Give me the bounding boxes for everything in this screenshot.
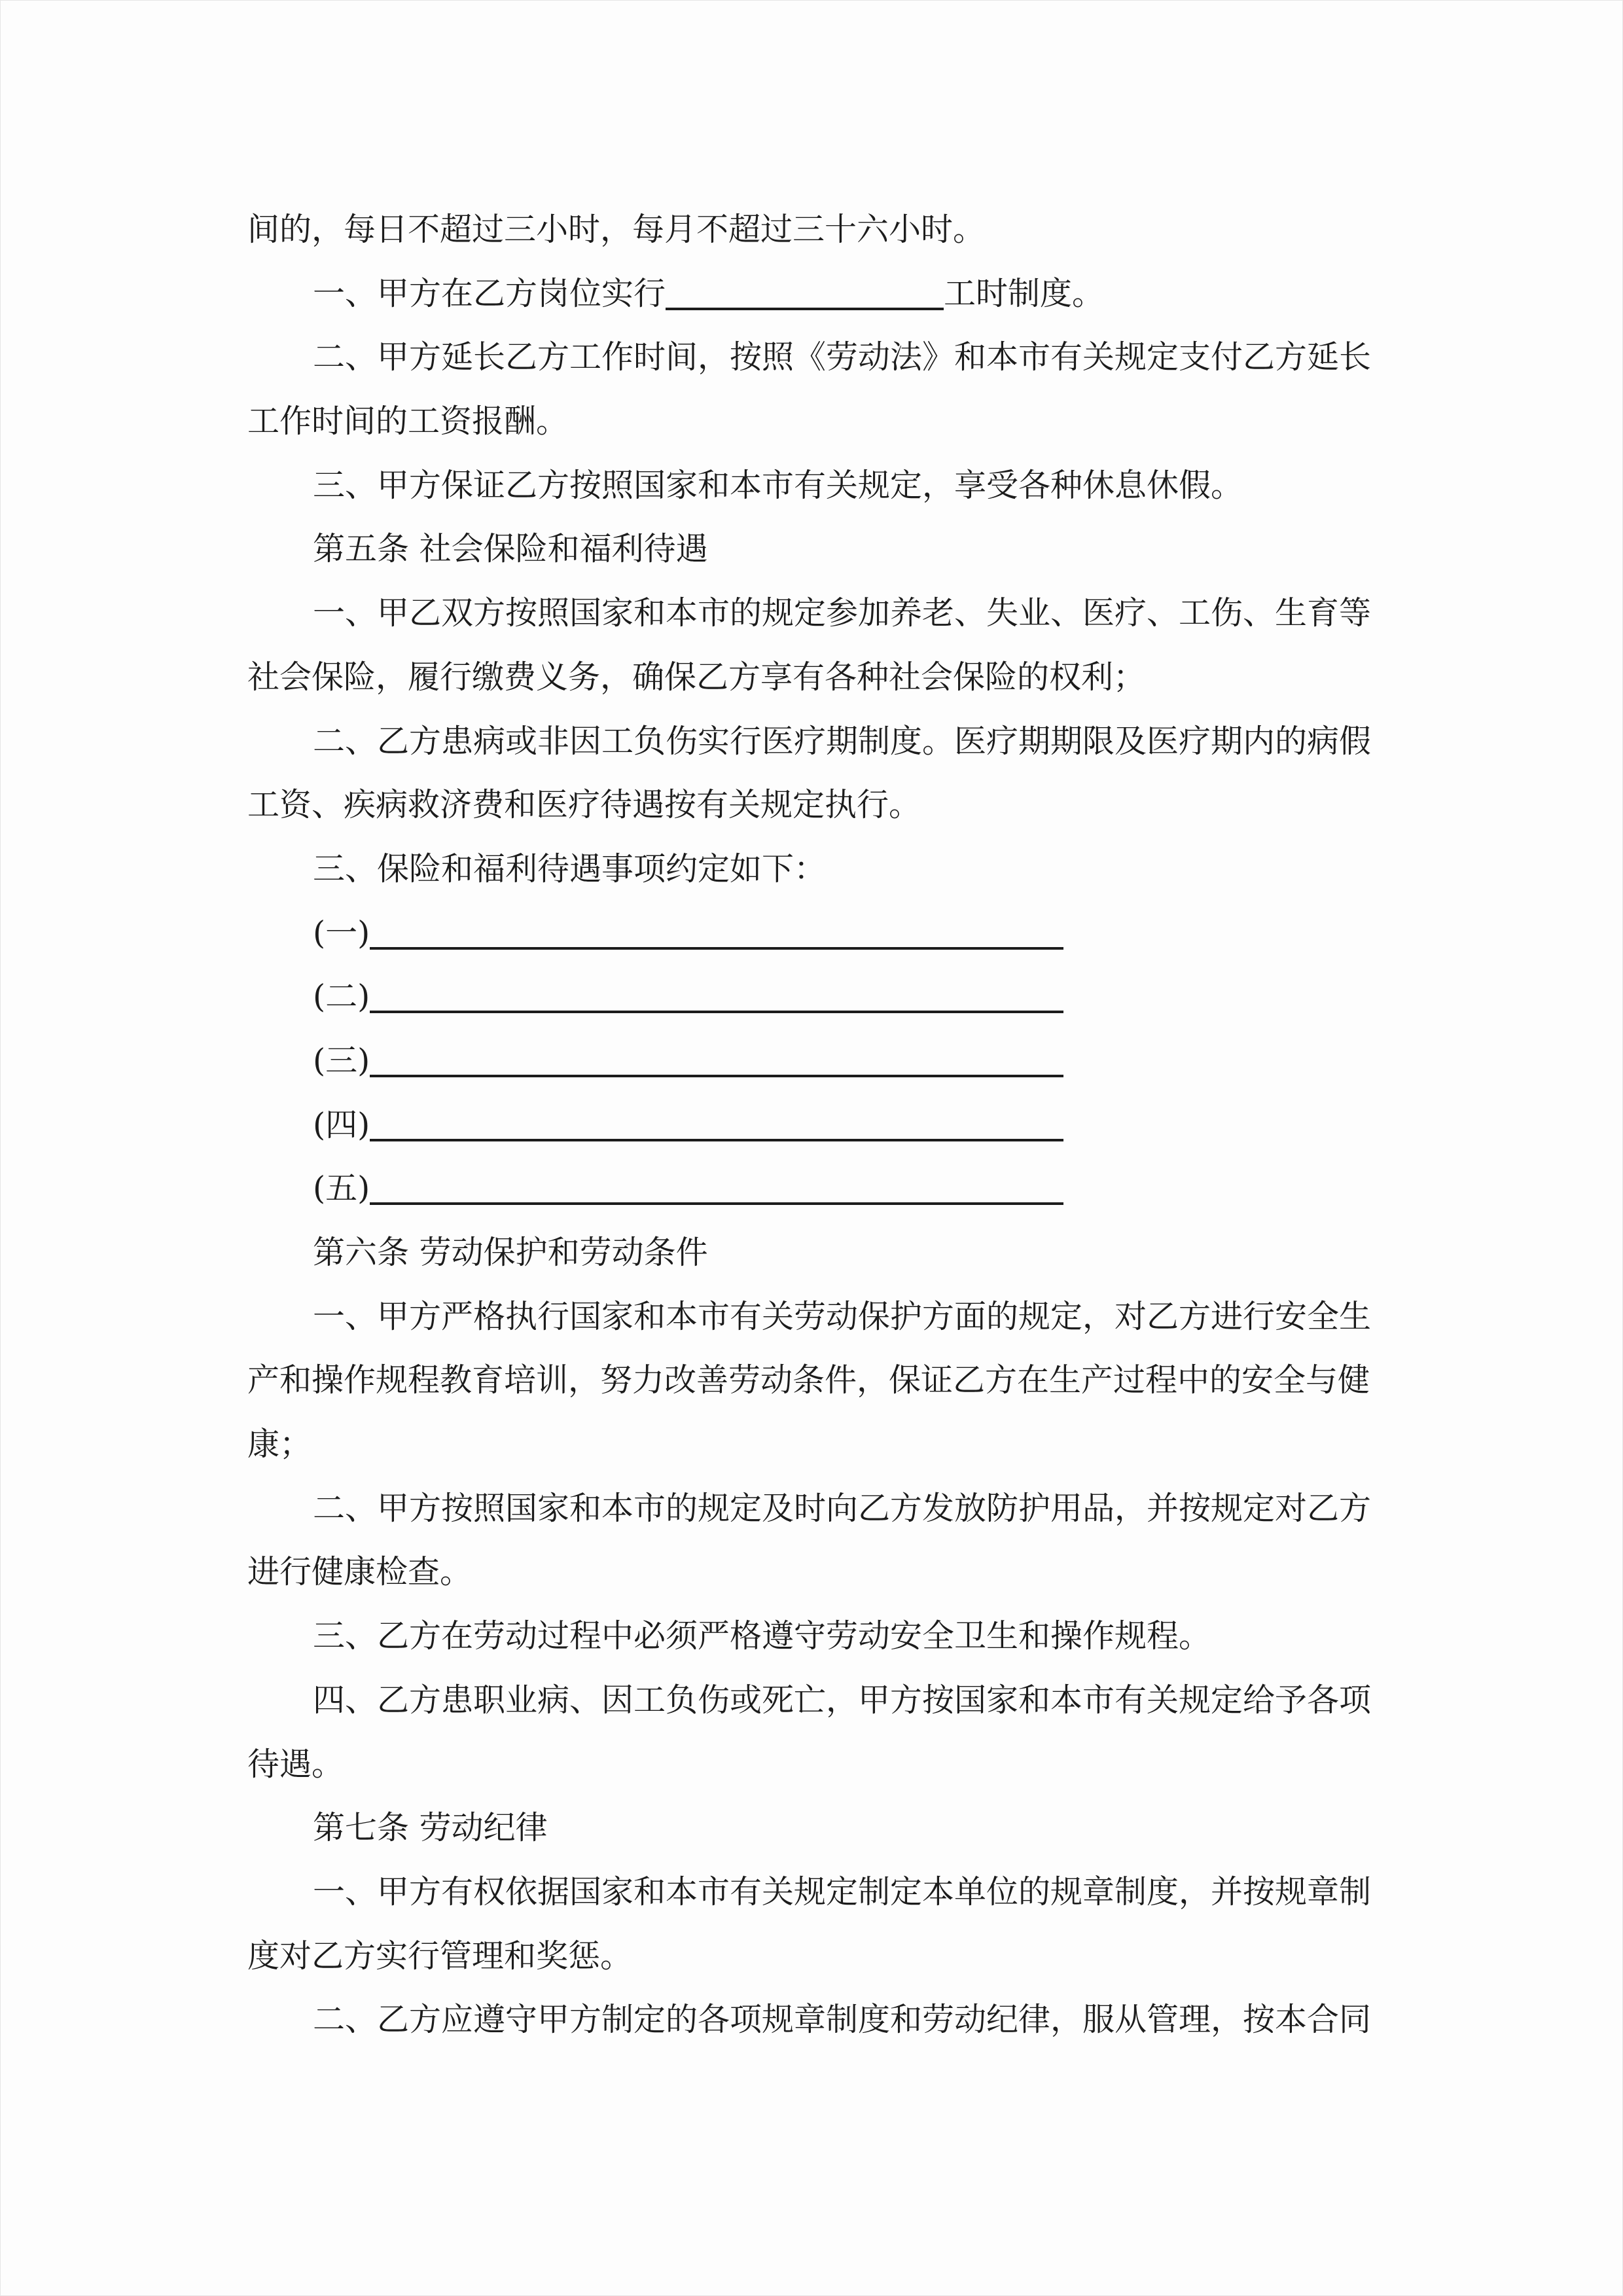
document-line <box>247 645 1399 709</box>
line-text: 三、甲方保证乙方按照国家和本市有关规定，享受各种休息休假。 <box>313 466 1243 504</box>
line-text: 二、甲方按照国家和本市的规定及时向乙方发放防护用品，并按规定对乙方 <box>313 1489 1372 1527</box>
blank-underline <box>370 1075 1063 1077</box>
line-text: 间的，每日不超过三小时，每月不超过三十六小时。 <box>247 211 986 248</box>
line-text: 第五条 社会保险和福利待遇 <box>313 530 708 568</box>
document-line <box>247 1477 1399 1541</box>
document-line <box>247 1796 1399 1860</box>
line-text: 一、甲乙双方按照国家和本市的规定参加养老、失业、医疗、工伤、生育等 <box>313 594 1372 632</box>
document-line <box>247 198 1399 262</box>
line-text: 工作时间的工资报酬。 <box>247 403 569 440</box>
line-text: 四、乙方患职业病、因工负伤或死亡，甲方按国家和本市有关规定给予各项 <box>313 1681 1372 1719</box>
line-text: 进行健康检查。 <box>247 1553 473 1591</box>
line-text: (四) <box>313 1105 370 1143</box>
document-line <box>247 262 1399 326</box>
document-line <box>247 1860 1399 1924</box>
line-text: 产和操作规程教育培训，努力改善劳动条件，保证乙方在生产过程中的安全与健 <box>247 1361 1370 1399</box>
document-line <box>247 1604 1399 1668</box>
line-text: (一) <box>313 914 370 952</box>
blank-underline <box>666 308 944 310</box>
document-line <box>247 1029 1399 1093</box>
line-text: (二) <box>313 978 370 1016</box>
line-text: 二、甲方延长乙方工作时间，按照《劳动法》和本市有关规定支付乙方延长 <box>313 338 1372 376</box>
line-text: 度对乙方实行管理和奖惩。 <box>247 1937 633 1975</box>
blank-underline <box>370 947 1063 950</box>
line-text: 工时制度。 <box>944 274 1105 312</box>
document-line <box>247 1157 1399 1221</box>
document-line <box>247 1285 1399 1349</box>
line-text: 二、乙方患病或非因工负伤实行医疗期制度。医疗期期限及医疗期内的病假 <box>313 722 1372 760</box>
document-line <box>247 773 1399 837</box>
document-line <box>247 837 1399 901</box>
line-text: 一、甲方严格执行国家和本市有关劳动保护方面的规定，对乙方进行安全生 <box>313 1297 1372 1335</box>
line-text: 工资、疾病救济费和医疗待遇按有关规定执行。 <box>247 786 921 824</box>
blank-underline <box>370 1202 1063 1205</box>
line-text: 康； <box>247 1426 312 1463</box>
document-line <box>247 1732 1399 1797</box>
document-line <box>247 965 1399 1029</box>
blank-underline <box>370 1011 1063 1013</box>
document-line <box>247 1924 1399 1988</box>
document-line <box>247 1348 1399 1412</box>
document-line <box>247 901 1399 965</box>
document-line <box>247 581 1399 645</box>
document-body <box>247 198 1399 2052</box>
line-text: 第七条 劳动纪律 <box>313 1809 548 1847</box>
line-text: 二、乙方应遵守甲方制定的各项规章制度和劳动纪律，服从管理，按本合同 <box>313 2001 1372 2039</box>
line-text: 一、甲方有权依据国家和本市有关规定制定本单位的规章制度，并按规章制 <box>313 1873 1372 1910</box>
document-line <box>247 1093 1399 1157</box>
document-line <box>247 1668 1399 1732</box>
line-text: 三、保险和福利待遇事项约定如下： <box>313 850 827 888</box>
document-line <box>247 1988 1399 2052</box>
document-line <box>247 1221 1399 1285</box>
document-line <box>247 325 1399 389</box>
line-text: 第六条 劳动保护和劳动条件 <box>313 1234 708 1271</box>
line-text: 一、甲方在乙方岗位实行 <box>313 274 666 312</box>
document-line <box>247 709 1399 774</box>
document-line <box>247 454 1399 518</box>
document-line <box>247 1412 1399 1477</box>
line-text: (三) <box>313 1041 370 1079</box>
line-text: (五) <box>313 1170 370 1208</box>
document-line <box>247 517 1399 581</box>
line-text: 社会保险，履行缴费义务，确保乙方享有各种社会保险的权利； <box>247 658 1146 696</box>
blank-underline <box>370 1139 1063 1141</box>
line-text: 待遇。 <box>247 1745 344 1783</box>
document-line <box>247 1540 1399 1604</box>
line-text: 三、乙方在劳动过程中必须严格遵守劳动安全卫生和操作规程。 <box>313 1617 1211 1655</box>
document-line <box>247 389 1399 454</box>
